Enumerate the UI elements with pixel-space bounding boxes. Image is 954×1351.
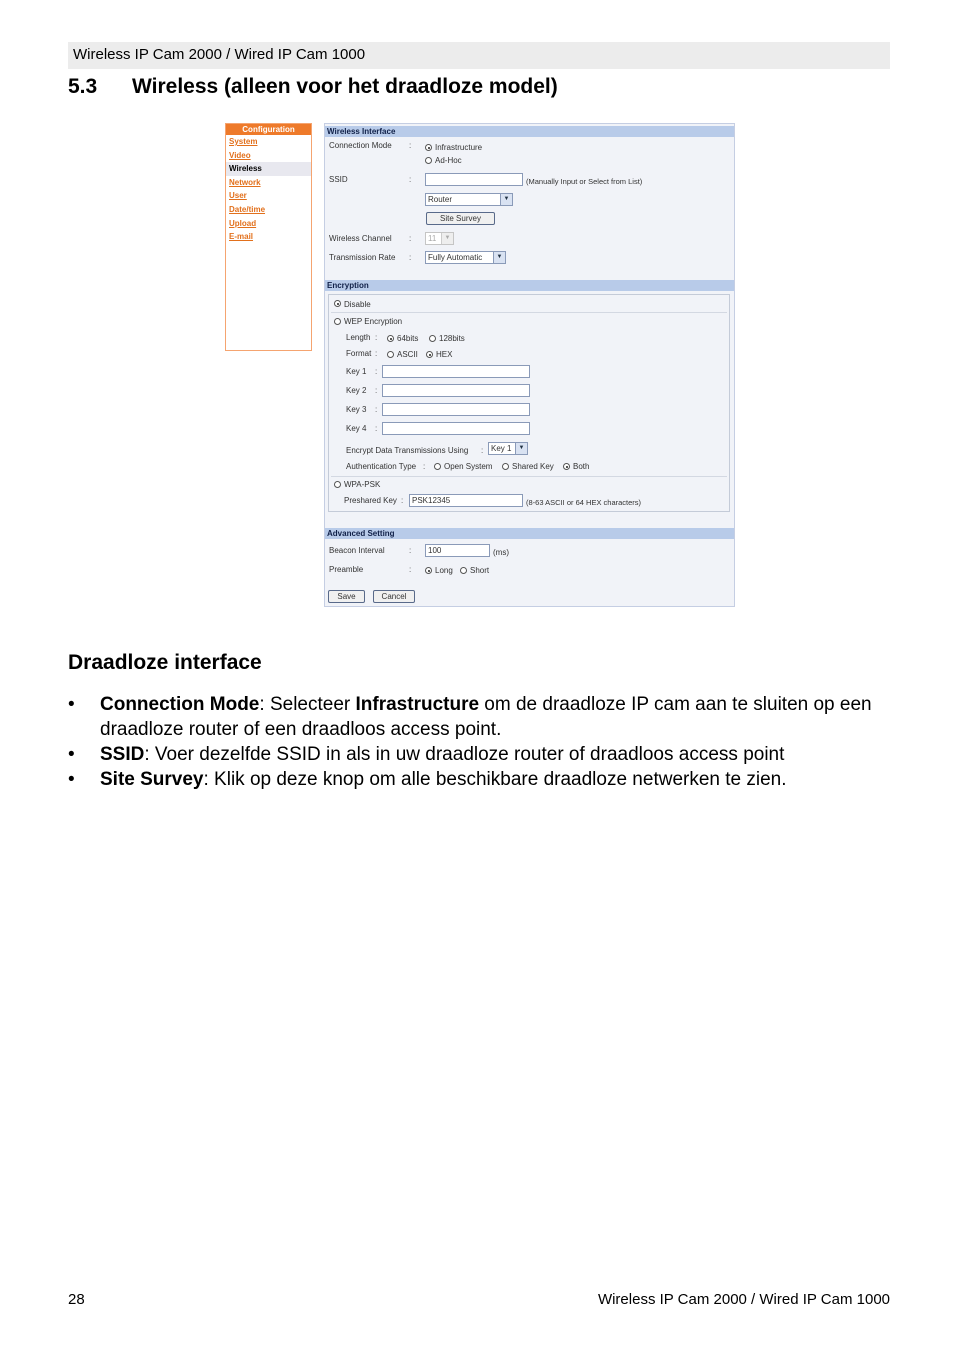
ssid-input[interactable] (425, 173, 523, 186)
key4-label: Key 4 (346, 424, 367, 433)
key2-label: Key 2 (346, 386, 367, 395)
long-radio[interactable] (425, 567, 432, 574)
encryption-heading: Encryption (325, 280, 734, 291)
psk-label: Preshared Key (344, 496, 397, 505)
ssid-label: SSID (329, 175, 348, 184)
encrypt-using-label: Encrypt Data Transmissions Using (346, 446, 469, 455)
channel-select-value: 11 (428, 234, 437, 243)
length-label: Length (346, 333, 371, 342)
colon: : (375, 367, 378, 376)
beacon-input[interactable]: 100 (425, 544, 490, 557)
sidebar-item-video[interactable]: Video (229, 150, 251, 160)
term: Connection Mode (100, 694, 260, 715)
short-radio[interactable] (460, 567, 467, 574)
shared-key-radio[interactable] (502, 463, 509, 470)
colon: : (409, 175, 412, 184)
key1-label: Key 1 (346, 367, 367, 376)
term: SSID (100, 744, 145, 765)
list-item (68, 692, 898, 742)
key2-input[interactable] (382, 384, 530, 397)
wep-radio[interactable] (334, 318, 341, 325)
sidebar-title: Configuration (226, 124, 311, 135)
term: Site Survey (100, 769, 204, 790)
text: : Selecteer (259, 694, 356, 715)
infrastructure-radio[interactable] (425, 144, 432, 151)
psk-hint: (8-63 ASCII or 64 HEX characters) (526, 498, 642, 507)
wpa-radio[interactable] (334, 481, 341, 488)
sidebar-item-network[interactable]: Network (229, 177, 261, 187)
both-radio[interactable] (563, 463, 570, 470)
cancel-button[interactable]: Cancel (373, 590, 415, 603)
rate-select[interactable] (425, 251, 506, 264)
wireless-interface-heading: Wireless Interface (325, 126, 734, 137)
colon: : (375, 405, 378, 414)
text: : Voer dezelfde SSID in als in uw draadloze router of draadloos access point (144, 744, 785, 765)
divider (331, 476, 727, 477)
sidebar-item-datetime[interactable]: Date/time (229, 204, 266, 214)
ascii-label: ASCII (397, 350, 418, 359)
open-system-radio[interactable] (434, 463, 441, 470)
channel-select[interactable] (425, 232, 454, 245)
colon: : (375, 349, 378, 358)
format-label: Format (346, 349, 372, 358)
hex-label: HEX (436, 350, 453, 359)
key3-input[interactable] (382, 403, 530, 416)
adhoc-label: Ad-Hoc (435, 156, 462, 165)
len64-radio[interactable] (387, 335, 394, 342)
router-select-value: Router (428, 195, 453, 204)
disable-label: Disable (344, 300, 371, 309)
short-label: Short (470, 566, 490, 575)
save-button[interactable]: Save (328, 590, 365, 603)
encrypt-using-value: Key 1 (491, 444, 512, 453)
preamble-label: Preamble (329, 565, 364, 574)
colon: : (409, 546, 412, 555)
bullet: • (68, 769, 75, 790)
beacon-unit: (ms) (493, 548, 509, 557)
colon: : (409, 141, 412, 150)
connection-mode-label: Connection Mode (329, 141, 392, 150)
sidebar-item-user[interactable]: User (229, 191, 247, 201)
long-label: Long (435, 566, 453, 575)
colon: : (423, 462, 426, 471)
chevron-down-icon: ▼ (441, 233, 453, 244)
key4-input[interactable] (382, 422, 530, 435)
both-label: Both (573, 462, 590, 471)
shared-key-label: Shared Key (512, 462, 554, 471)
colon: : (409, 565, 412, 574)
channel-label: Wireless Channel (329, 234, 392, 243)
colon: : (375, 424, 378, 433)
chevron-down-icon: ▼ (493, 252, 505, 263)
auth-label: Authentication Type (346, 462, 417, 471)
bullet: • (68, 694, 75, 715)
sidebar-item-wireless[interactable]: Wireless (226, 162, 311, 176)
colon: : (409, 253, 412, 262)
infrastructure-label: Infrastructure (435, 143, 483, 152)
divider (331, 312, 727, 313)
subheading: Draadloze interface (68, 651, 262, 674)
encrypt-using-select[interactable] (488, 442, 528, 455)
chevron-down-icon: ▼ (515, 443, 527, 454)
sidebar-item-email[interactable]: E-mail (229, 232, 254, 242)
colon: : (375, 386, 378, 395)
colon: : (375, 333, 378, 342)
chevron-down-icon: ▼ (500, 194, 512, 205)
sidebar-item-system[interactable]: System (229, 137, 258, 146)
rate-select-value: Fully Automatic (428, 253, 483, 262)
config-sidebar (225, 123, 312, 351)
sidebar-item-upload[interactable]: Upload (229, 218, 257, 228)
len64-label: 64bits (397, 334, 419, 343)
bullet-list (68, 692, 898, 792)
psk-input[interactable]: PSK12345 (409, 494, 523, 507)
page-number: 28 (68, 1291, 85, 1308)
open-system-label: Open System (444, 462, 493, 471)
list-item (68, 742, 898, 767)
colon: : (481, 446, 484, 455)
hex-radio[interactable] (426, 351, 433, 358)
ascii-radio[interactable] (387, 351, 394, 358)
site-survey-button[interactable]: Site Survey (426, 212, 495, 225)
rate-label: Transmission Rate (329, 253, 396, 262)
text: : Klik op deze knop om alle beschikbare draadloze netwerken te zien. (203, 769, 787, 790)
text: om de draadloze IP cam aan te sluiten op een draadloze router of een draadloos access point. (100, 694, 872, 740)
router-select[interactable] (425, 193, 513, 206)
key1-input[interactable] (382, 365, 530, 378)
wpa-label: WPA-PSK (344, 480, 381, 489)
disable-radio[interactable] (334, 300, 341, 307)
running-header (68, 42, 890, 69)
section-title: Wireless (alleen voor het draadloze model) (132, 75, 558, 98)
running-header-text: Wireless IP Cam 2000 / Wired IP Cam 1000 (73, 46, 366, 63)
list-item (68, 767, 898, 792)
term: Infrastructure (355, 694, 480, 715)
colon: : (401, 496, 404, 505)
wireless-settings-panel (324, 123, 735, 607)
wep-label: WEP Encryption (344, 317, 403, 326)
advanced-heading: Advanced Setting (325, 528, 734, 539)
adhoc-radio[interactable] (425, 157, 432, 164)
running-footer: Wireless IP Cam 2000 / Wired IP Cam 1000 (597, 1291, 890, 1308)
bullet: • (68, 744, 75, 765)
colon: : (409, 234, 412, 243)
section-number: 5.3 (68, 75, 98, 98)
len128-label: 128bits (439, 334, 465, 343)
len128-radio[interactable] (429, 335, 436, 342)
key3-label: Key 3 (346, 405, 367, 414)
ssid-hint: (Manually Input or Select from List) (526, 177, 643, 186)
section-heading (68, 75, 558, 99)
beacon-label: Beacon Interval (329, 546, 385, 555)
